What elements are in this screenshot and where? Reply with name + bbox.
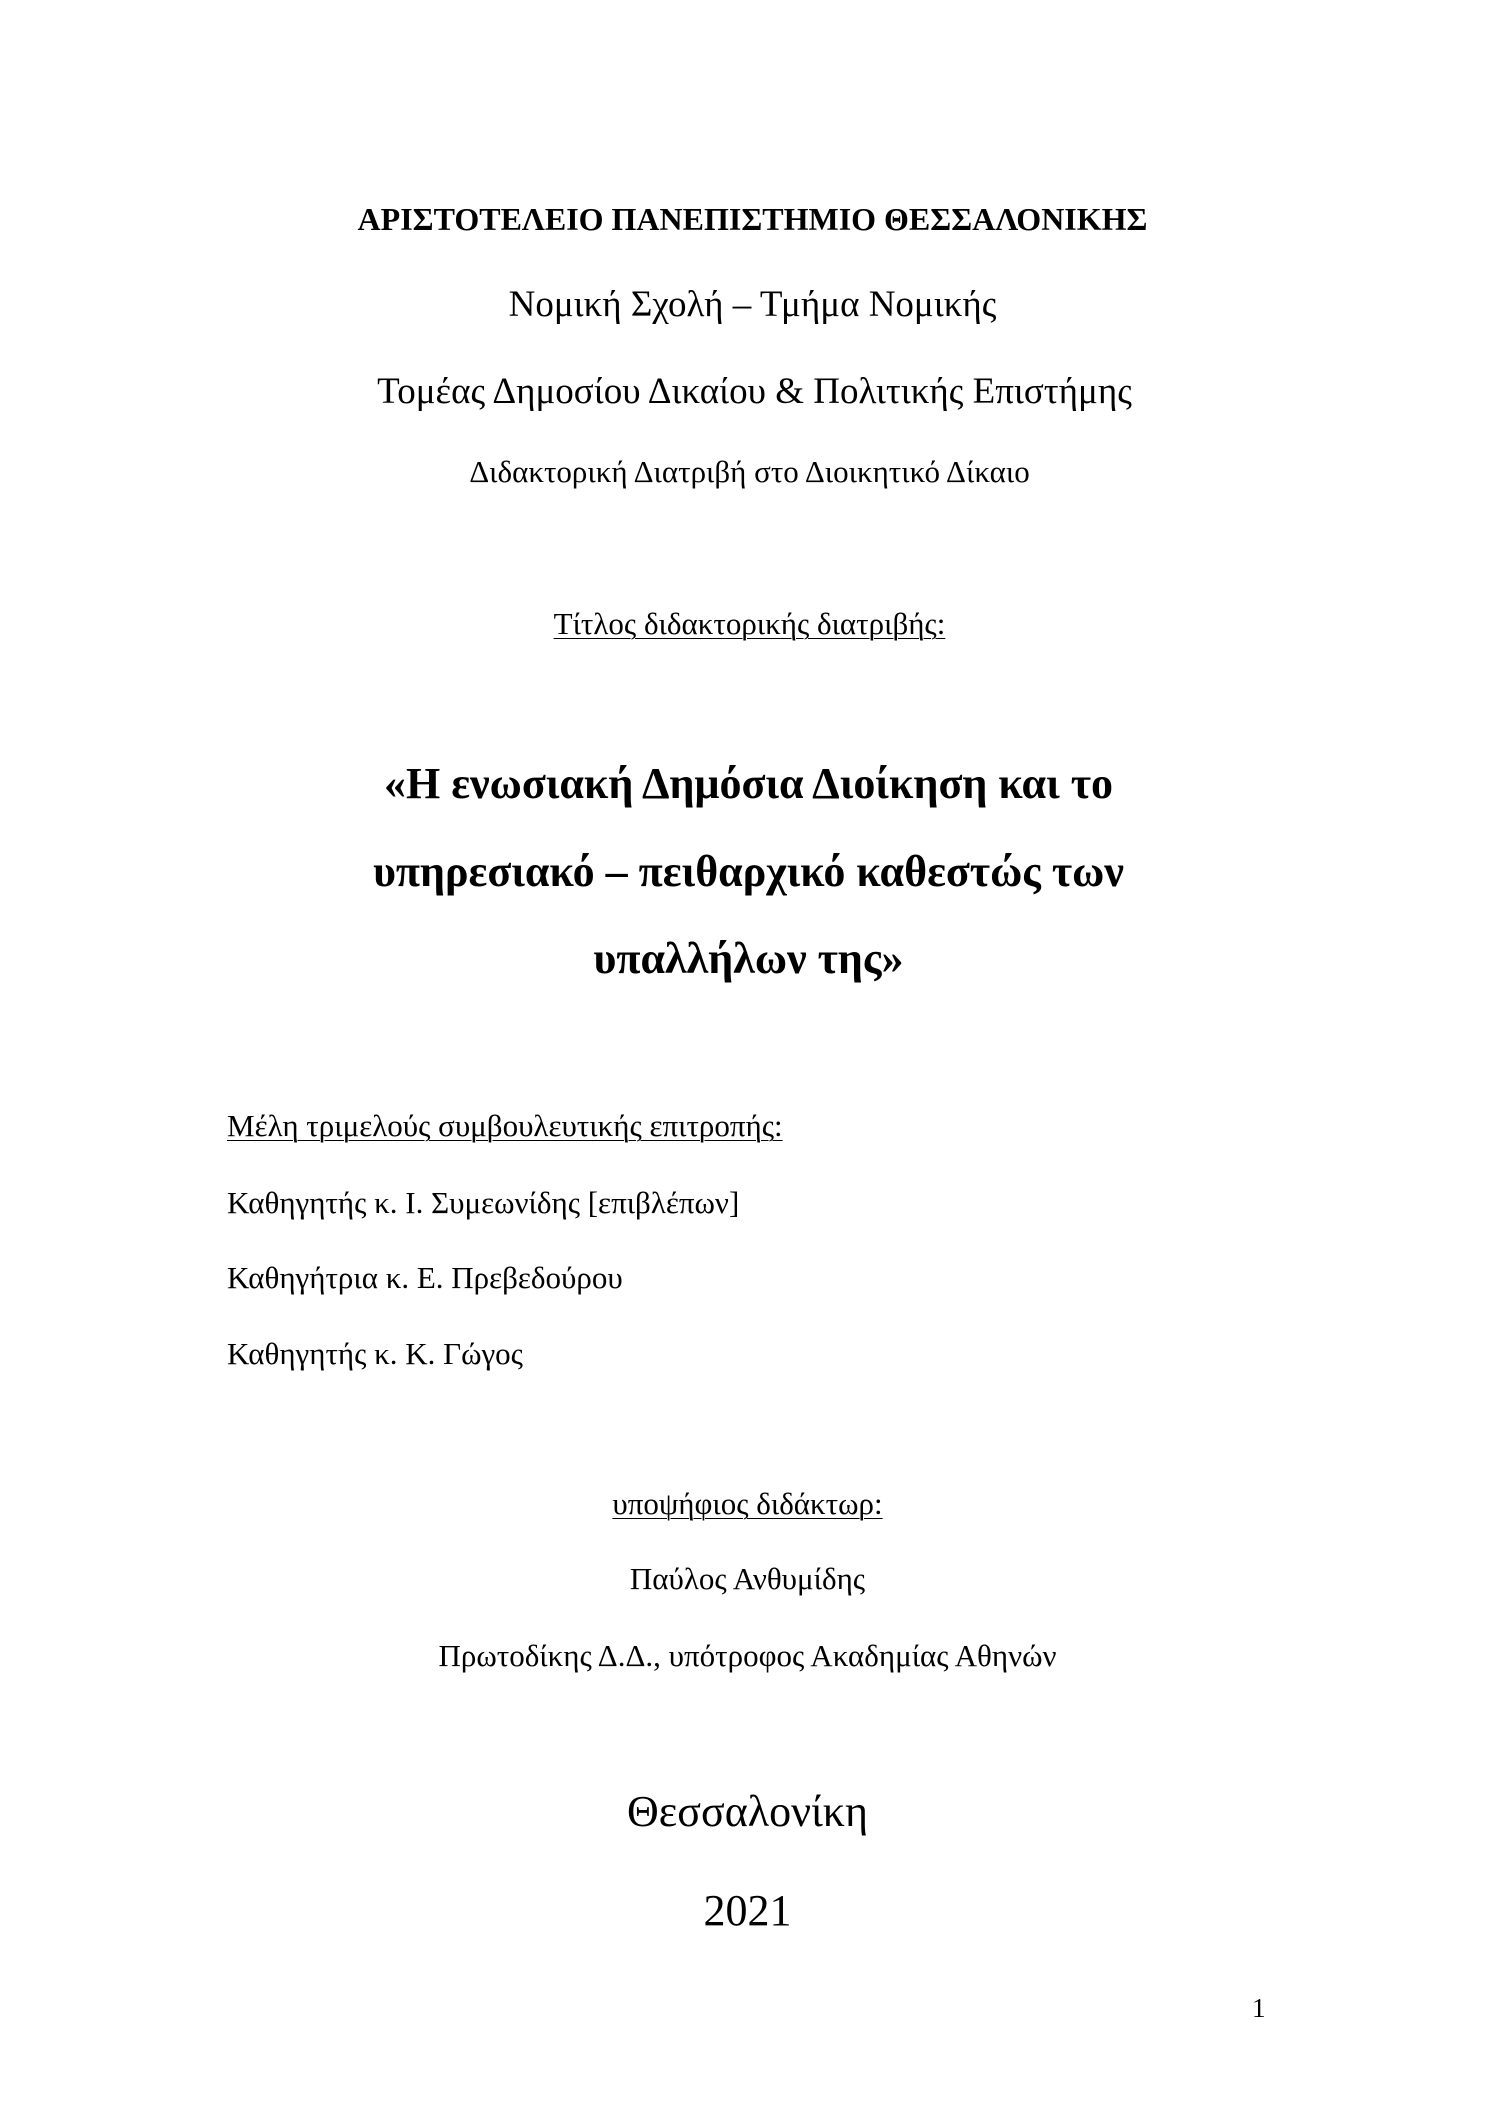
page-number: 1 <box>1252 1993 1266 2023</box>
dissertation-title-line: υπηρεσιακό – πειθαρχικό καθεστώς των <box>373 847 1124 896</box>
committee-member: Καθηγήτρια κ. Ε. Πρεβεδούρου <box>227 1260 623 1295</box>
title-label-text: Τίτλος διδακτορικής διατριβής: <box>553 606 946 641</box>
candidate-title: Πρωτοδίκης Δ.Δ., υπότροφος Ακαδημίας Αθηνών <box>438 1638 1057 1673</box>
committee-label: Μέλη τριμελούς συμβουλευτικής επιτροπής: <box>227 1108 783 1143</box>
candidate-label <box>3 1488 1489 1519</box>
university-name: ΑΡΙΣΤΟΤΕΛΕΙΟ ΠΑΝΕΠΙΣΤΗΜΙΟ ΘΕΣΣΑΛΟΝΙΚΗΣ <box>357 201 1148 237</box>
city: Θεσσαλονίκη <box>627 1787 868 1836</box>
title-label <box>5 608 1489 639</box>
committee-member: Καθηγητής κ. Κ. Γώγος <box>227 1336 523 1371</box>
candidate-label-text: υποψήφιος διδάκτωρ: <box>612 1486 883 1521</box>
dissertation-type: Διδακτορική Διατριβή στο Διοικητικό Δίκαιο <box>469 454 1030 489</box>
faculty-name: Νομική Σχολή – Τμήμα Νομικής <box>508 284 997 325</box>
sector-name: Τομέας Δημοσίου Δικαίου & Πολιτικής Επιστήμης <box>377 371 1132 412</box>
dissertation-title-line: υπαλλήλων της» <box>593 934 904 983</box>
candidate-name: Παύλος Ανθυμίδης <box>629 1561 866 1596</box>
committee-member: Καθηγητής κ. Ι. Συμεωνίδης [επιβλέπων] <box>227 1185 740 1220</box>
dissertation-title-line: «Η ενωσιακή Δημόσια Διοίκηση και το <box>383 759 1114 808</box>
year: 2021 <box>703 1886 792 1935</box>
